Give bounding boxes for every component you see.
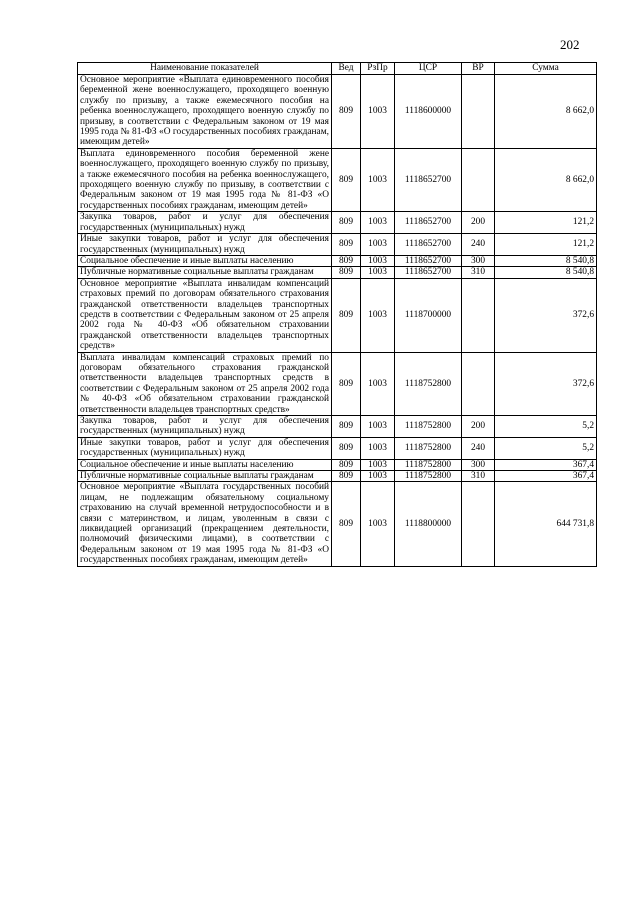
row-rzpr: 1003 <box>361 234 395 256</box>
row-name: Социальное обеспечение и иные выплаты населению <box>78 459 332 470</box>
row-rzpr: 1003 <box>361 212 395 234</box>
table-row <box>78 234 597 256</box>
row-csr: 1118752800 <box>395 437 462 459</box>
table-row <box>78 148 597 211</box>
row-vr <box>462 278 495 352</box>
row-ved: 809 <box>332 267 361 278</box>
row-rzpr: 1003 <box>361 75 395 149</box>
row-vr: 310 <box>462 267 495 278</box>
row-vr: 300 <box>462 459 495 470</box>
row-sum: 8 540,8 <box>495 255 597 266</box>
budget-table <box>77 62 597 567</box>
row-sum: 8 662,0 <box>495 148 597 211</box>
table-row <box>78 416 597 438</box>
row-sum: 372,6 <box>495 278 597 352</box>
row-rzpr: 1003 <box>361 416 395 438</box>
row-name: Иные закупки товаров, работ и услуг для обеспечения государственных (муниципальных) нужд <box>78 234 332 256</box>
row-name: Основное мероприятие «Выплата государственных пособий лицам, не подлежащим обязательному социальному страхованию на случай временной нетрудоспособности и в связи с материнством, и лицам, уволенным в связи с ликвидацией организаций (прекращением деятельности, полномочий физическими лицами), в соответствии с Федеральным законом от 19 мая 1995 года № 81-ФЗ «О государственных пособиях гражданам, имеющим детей» <box>78 482 332 566</box>
row-name: Социальное обеспечение и иные выплаты населению <box>78 255 332 266</box>
table-row <box>78 471 597 482</box>
row-sum: 121,2 <box>495 234 597 256</box>
row-vr: 200 <box>462 212 495 234</box>
row-vr: 240 <box>462 437 495 459</box>
row-rzpr: 1003 <box>361 482 395 566</box>
row-sum: 372,6 <box>495 352 597 415</box>
row-ved: 809 <box>332 416 361 438</box>
row-name: Выплата единовременного пособия беременной жене военнослужащего, проходящего военную службу по призыву, а также ежемесячного пособия на ребенка военнослужащего, проходящего военную службу по призыву, в соответствии с Федеральным законом от 19 мая 1995 года № 81-ФЗ «О государственных пособиях гражданам, имеющим детей» <box>78 148 332 211</box>
row-rzpr: 1003 <box>361 267 395 278</box>
row-csr: 1118752800 <box>395 459 462 470</box>
row-ved: 809 <box>332 75 361 149</box>
row-vr: 200 <box>462 416 495 438</box>
row-ved: 809 <box>332 482 361 566</box>
row-name: Закупка товаров, работ и услуг для обеспечения государственных (муниципальных) нужд <box>78 212 332 234</box>
row-rzpr: 1003 <box>361 352 395 415</box>
row-rzpr: 1003 <box>361 437 395 459</box>
row-vr <box>462 75 495 149</box>
row-name: Публичные нормативные социальные выплаты гражданам <box>78 267 332 278</box>
row-vr <box>462 148 495 211</box>
table-row <box>78 437 597 459</box>
row-ved: 809 <box>332 255 361 266</box>
row-csr: 1118700000 <box>395 278 462 352</box>
row-vr <box>462 482 495 566</box>
row-rzpr: 1003 <box>361 148 395 211</box>
row-csr: 1118752800 <box>395 471 462 482</box>
row-name: Иные закупки товаров, работ и услуг для обеспечения государственных (муниципальных) нужд <box>78 437 332 459</box>
row-sum: 367,4 <box>495 471 597 482</box>
row-ved: 809 <box>332 437 361 459</box>
row-vr: 300 <box>462 255 495 266</box>
row-sum: 121,2 <box>495 212 597 234</box>
header-rzpr: РзПр <box>361 63 395 75</box>
row-vr <box>462 352 495 415</box>
row-ved: 809 <box>332 459 361 470</box>
row-csr: 1118600000 <box>395 75 462 149</box>
row-csr: 1118652700 <box>395 212 462 234</box>
table-row <box>78 482 597 566</box>
row-csr: 1118652700 <box>395 148 462 211</box>
row-name: Публичные нормативные социальные выплаты гражданам <box>78 471 332 482</box>
row-csr: 1118800000 <box>395 482 462 566</box>
row-ved: 809 <box>332 234 361 256</box>
row-sum: 367,4 <box>495 459 597 470</box>
row-name: Закупка товаров, работ и услуг для обеспечения государственных (муниципальных) нужд <box>78 416 332 438</box>
row-ved: 809 <box>332 471 361 482</box>
page-number: 202 <box>560 37 580 52</box>
row-rzpr: 1003 <box>361 459 395 470</box>
table-header-row <box>78 63 597 75</box>
row-csr: 1118652700 <box>395 234 462 256</box>
row-csr: 1118752800 <box>395 416 462 438</box>
header-name: Наименование показателей <box>78 63 332 75</box>
table-row <box>78 267 597 278</box>
row-csr: 1118752800 <box>395 352 462 415</box>
header-ved: Вед <box>332 63 361 75</box>
row-rzpr: 1003 <box>361 255 395 266</box>
row-name: Основное мероприятие «Выплата единовременного пособия беременной жене военнослужащего, проходящего военную службу по призыву, а также ежемесячного пособия на ребенка военнослужащего, проходящего военную службу по призыву, в соответствии с Федеральным законом от 19 мая 1995 года № 81-ФЗ «О государственных пособиях гражданам, имеющим детей» <box>78 75 332 149</box>
row-ved: 809 <box>332 212 361 234</box>
row-sum: 5,2 <box>495 437 597 459</box>
table-row <box>78 278 597 352</box>
row-vr: 240 <box>462 234 495 256</box>
row-vr: 310 <box>462 471 495 482</box>
row-rzpr: 1003 <box>361 471 395 482</box>
row-csr: 1118652700 <box>395 267 462 278</box>
header-sum: Сумма <box>495 63 597 75</box>
row-rzpr: 1003 <box>361 278 395 352</box>
header-csr: ЦСР <box>395 63 462 75</box>
row-ved: 809 <box>332 148 361 211</box>
row-name: Основное мероприятие «Выплата инвалидам компенсаций страховых премий по договорам обязательного страхования гражданской ответственности владельцев транспортных средств в соответствии с Федеральным законом от 25 апреля 2002 года № 40-ФЗ «Об обязательном страховании гражданской ответственности владельцев транспортных средств» <box>78 278 332 352</box>
table-row <box>78 255 597 266</box>
row-csr: 1118652700 <box>395 255 462 266</box>
row-name: Выплата инвалидам компенсаций страховых премий по договорам обязательного страхования гражданской ответственности владельцев транспортных средств в соответствии с Федеральным законом от 25 апреля 2002 года № 40-ФЗ «Об обязательном страховании гражданской ответственности владельцев транспортных средств» <box>78 352 332 415</box>
row-ved: 809 <box>332 278 361 352</box>
row-ved: 809 <box>332 352 361 415</box>
row-sum: 644 731,8 <box>495 482 597 566</box>
header-vr: ВР <box>462 63 495 75</box>
row-sum: 8 662,0 <box>495 75 597 149</box>
table-row <box>78 459 597 470</box>
row-sum: 5,2 <box>495 416 597 438</box>
table-row <box>78 352 597 415</box>
table-row <box>78 212 597 234</box>
row-sum: 8 540,8 <box>495 267 597 278</box>
table-row <box>78 75 597 149</box>
